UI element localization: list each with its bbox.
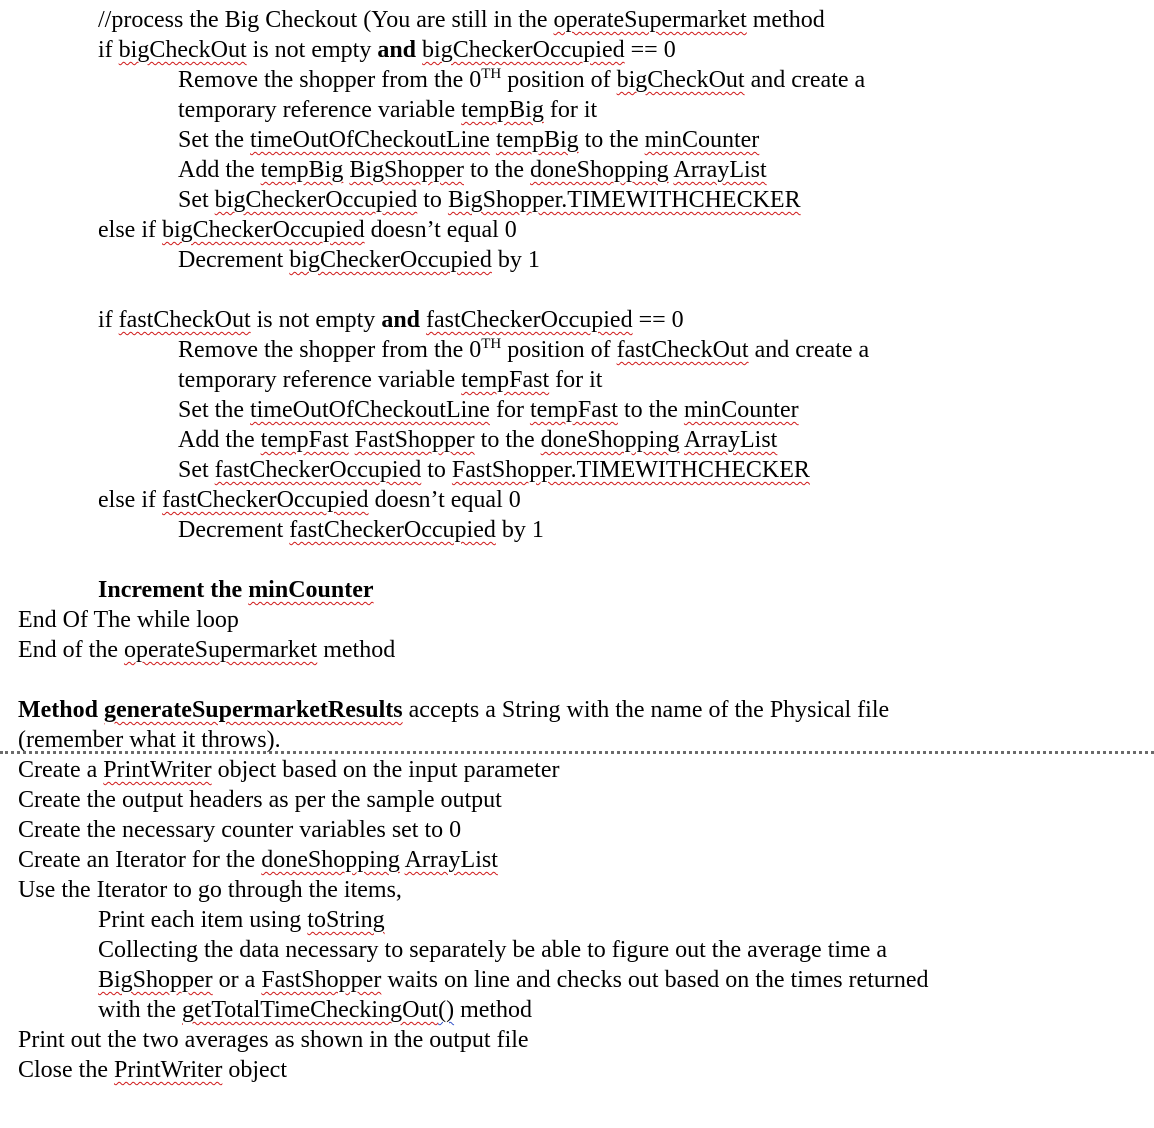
line-create-counters: Create the necessary counter variables set to 0 — [18, 817, 462, 843]
line-print-averages: Print out the two averages as shown in the output file — [18, 1027, 529, 1053]
line-if-bigcheckout: if bigCheckOut is not empty and bigCheckerOccupied == 0 — [98, 37, 676, 63]
line-create-iterator: Create an Iterator for the doneShopping ArrayList — [18, 847, 498, 873]
line-else-if-fast: else if fastCheckerOccupied doesn’t equal 0 — [98, 487, 521, 513]
line-get-total-time: with the getTotalTimeCheckingOut() method — [98, 997, 533, 1023]
line-add-big-done: Add the tempBig BigShopper to the doneShopping ArrayList — [178, 157, 767, 183]
line-temp-big-ref: temporary reference variable tempBig for it — [178, 97, 598, 123]
line-use-iterator: Use the Iterator to go through the items, — [18, 877, 402, 903]
line-set-fast-occupied: Set fastCheckerOccupied to FastShopper.TIMEWITHCHECKER — [178, 457, 810, 483]
line-if-fastcheckout: if fastCheckOut is not empty and fastCheckerOccupied == 0 — [98, 307, 684, 333]
line-process-big-checkout: //process the Big Checkout (You are still in the operateSupermarket method — [98, 7, 825, 33]
line-remember-throws: (remember what it throws). — [18, 727, 281, 753]
line-end-while: End Of The while loop — [18, 607, 239, 633]
line-decrement-fast: Decrement fastCheckerOccupied by 1 — [178, 517, 544, 543]
line-create-headers: Create the output headers as per the sample output — [18, 787, 502, 813]
line-set-big-occupied: Set bigCheckerOccupied to BigShopper.TIMEWITHCHECKER — [178, 187, 801, 213]
line-else-if-big: else if bigCheckerOccupied doesn’t equal 0 — [98, 217, 517, 243]
page-break-divider — [0, 751, 1154, 754]
line-remove-fast-shopper: Remove the shopper from the 0TH position of fastCheckOut and create a — [178, 336, 870, 363]
line-method-generate: Method generateSupermarketResults accepts a String with the name of the Physical file — [18, 697, 890, 723]
line-set-fast-timeout: Set the timeOutOfCheckoutLine for tempFast to the minCounter — [178, 397, 799, 423]
line-add-fast-done: Add the tempFast FastShopper to the doneShopping ArrayList — [178, 427, 778, 453]
line-close-printwriter: Close the PrintWriter object — [18, 1057, 287, 1083]
line-remove-big-shopper: Remove the shopper from the 0TH position of bigCheckOut and create a — [178, 66, 866, 93]
line-create-printwriter: Create a PrintWriter object based on the input parameter — [18, 757, 560, 783]
line-set-big-timeout: Set the timeOutOfCheckoutLine tempBig to the minCounter — [178, 127, 760, 153]
line-collecting-data: Collecting the data necessary to separately be able to figure out the average time a — [98, 937, 887, 963]
line-shopper-waits: BigShopper or a FastShopper waits on line and checks out based on the times returned — [98, 967, 929, 993]
line-temp-fast-ref: temporary reference variable tempFast for it — [178, 367, 603, 393]
line-decrement-big: Decrement bigCheckerOccupied by 1 — [178, 247, 540, 273]
line-increment-mincounter: Increment the minCounter — [98, 577, 374, 603]
line-print-each-item: Print each item using toString — [98, 907, 385, 933]
line-end-operate: End of the operateSupermarket method — [18, 637, 396, 663]
